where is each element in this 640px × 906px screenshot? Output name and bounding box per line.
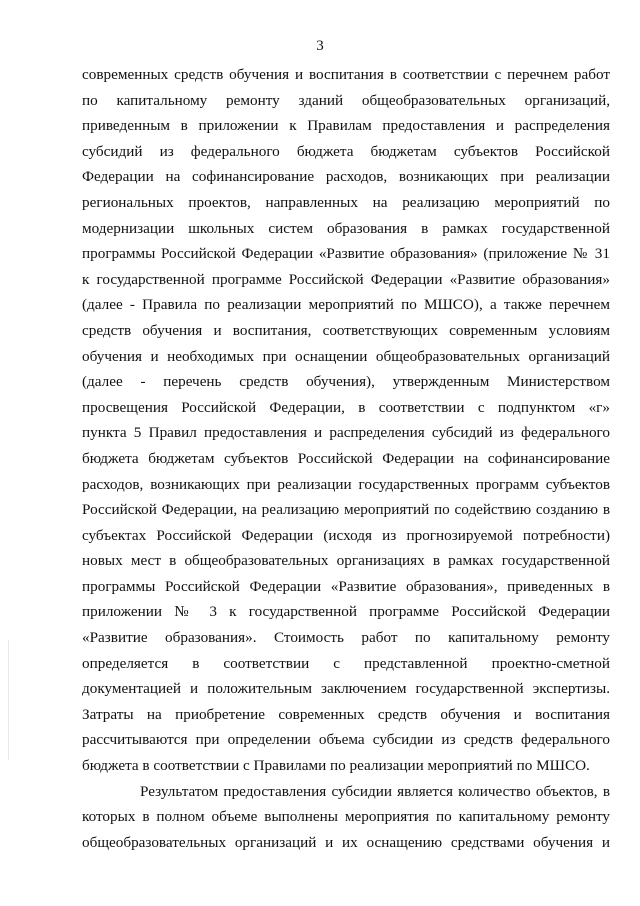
text-line: бюджета бюджетам субъектов Российской Федерации на софинансирование — [82, 449, 610, 467]
text-line: расходов, возникающих при реализации государственных программ субъектов — [82, 475, 610, 493]
paragraph-2 — [82, 779, 610, 856]
text-line: Российской Федерации, на реализацию мероприятий по содействию созданию в — [82, 501, 610, 519]
text-line: рассчитываются при определении объема субсидии из средств федерального — [82, 731, 610, 749]
text-line: к государственной программе Российской Федерации «Развитие образования» — [82, 270, 610, 288]
text-line: определяется в соответствии с представленной проектно-сметной — [82, 654, 610, 672]
text-line: средств обучения и воспитания, соответствующих современным условиям — [82, 321, 610, 339]
text-line: программы Российской Федерации «Развитие образования», приведенных в — [82, 577, 610, 595]
text-line: (далее - Правила по реализации мероприятий по МШСО), а также перечнем — [82, 296, 610, 314]
text-line: обучения и необходимых при оснащении общеобразовательных организаций — [82, 347, 610, 365]
text-line: современных средств обучения и воспитания в соответствии с перечнем работ — [82, 66, 610, 83]
text-line: документацией и положительным заключением государственной экспертизы. — [82, 680, 610, 698]
document-body — [82, 62, 610, 855]
text-line: (далее - перечень средств обучения), утвержденным Министерством — [82, 373, 610, 391]
text-line: приведенным в приложении к Правилам предоставления и распределения — [82, 117, 610, 135]
text-line: бюджета в соответствии с Правилами по реализации мероприятий по МШСО. — [82, 757, 590, 775]
text-line: приложении № 3 к государственной программе Российской Федерации — [82, 603, 610, 621]
scan-edge-mark — [8, 640, 9, 760]
text-line: Федерации на софинансирование расходов, возникающих при реализации — [82, 168, 610, 186]
text-line: пункта 5 Правил предоставления и распределения субсидий из федерального — [82, 424, 610, 442]
text-line: которых в полном объеме выполнены мероприятия по капитальному ремонту — [82, 808, 610, 826]
text-line: модернизации школьных систем образования в рамках государственной — [82, 219, 610, 237]
text-line: субъектах Российской Федерации (исходя из прогнозируемой потребности) — [82, 526, 610, 544]
text-line: региональных проектов, направленных на реализацию мероприятий по — [82, 193, 610, 211]
text-line: программы Российской Федерации «Развитие образования» (приложение № 31 — [82, 245, 610, 263]
paragraph-1 — [82, 62, 610, 779]
text-line: просвещения Российской Федерации, в соответствии с подпунктом «г» — [82, 398, 610, 416]
text-line: по капитальному ремонту зданий общеобразовательных организаций, — [82, 91, 610, 109]
text-line: субсидий из федерального бюджета бюджетам субъектов Российской — [82, 142, 610, 160]
text-line: Результатом предоставления субсидии является количество объектов, в — [140, 782, 610, 800]
text-line: общеобразовательных организаций и их оснащению средствами обучения и — [82, 833, 610, 851]
text-line: «Развитие образования». Стоимость работ по капитальному ремонту — [82, 629, 610, 647]
text-line: Затраты на приобретение современных средств обучения и воспитания — [82, 705, 610, 723]
text-line: новых мест в общеобразовательных организациях в рамках государственной — [82, 552, 610, 570]
page-number: 3 — [316, 38, 324, 54]
